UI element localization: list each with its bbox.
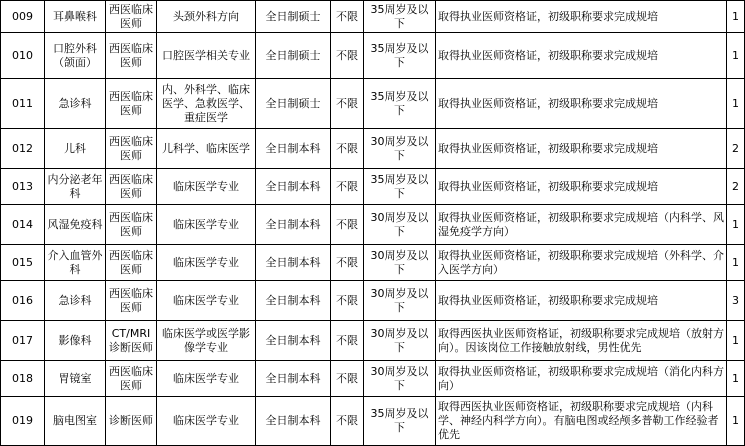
department-cell: 急诊科 bbox=[45, 281, 106, 321]
major-cell: 头颈外科方向 bbox=[157, 1, 256, 33]
position-code-cell: 018 bbox=[1, 361, 45, 397]
post-name-cell: 诊断医师 bbox=[106, 397, 157, 446]
headcount-cell: 2 bbox=[727, 129, 745, 169]
title-cell: 不限 bbox=[331, 79, 364, 129]
title-cell: 不限 bbox=[331, 397, 364, 446]
requirement-cell: 取得执业医师资格证，初级职称要求完成规培 bbox=[436, 169, 727, 205]
major-cell: 临床医学专业 bbox=[157, 169, 256, 205]
major-cell: 临床医学专业 bbox=[157, 245, 256, 281]
table-row bbox=[1, 361, 745, 397]
requirement-cell: 取得西医执业医师资格证，初级职称要求完成规培（放射方向）。因该岗位工作接触放射线，男性优先 bbox=[436, 321, 727, 361]
position-code-cell: 011 bbox=[1, 79, 45, 129]
post-name-cell: 西医临床医师 bbox=[106, 1, 157, 33]
requirement-cell: 取得执业医师资格证，初级职称要求完成规培（外科学、介入医学方向） bbox=[436, 245, 727, 281]
position-code-cell: 017 bbox=[1, 321, 45, 361]
headcount-cell: 1 bbox=[727, 397, 745, 446]
post-name-cell: 西医临床医师 bbox=[106, 79, 157, 129]
position-code-cell: 009 bbox=[1, 1, 45, 33]
department-cell: 耳鼻喉科 bbox=[45, 1, 106, 33]
requirement-cell: 取得执业医师资格证，初级职称要求完成规培 bbox=[436, 1, 727, 33]
requirement-cell: 取得执业医师资格证，初级职称要求完成规培 bbox=[436, 79, 727, 129]
table-row bbox=[1, 1, 745, 33]
age-cell: 35周岁及以下 bbox=[364, 33, 436, 79]
post-name-cell: 西医临床医师 bbox=[106, 245, 157, 281]
position-code-cell: 012 bbox=[1, 129, 45, 169]
table-row bbox=[1, 79, 745, 129]
table-row bbox=[1, 321, 745, 361]
headcount-cell: 3 bbox=[727, 281, 745, 321]
department-cell: 口腔外科（颌面） bbox=[45, 33, 106, 79]
table-row bbox=[1, 169, 745, 205]
post-name-cell: 西医临床医师 bbox=[106, 281, 157, 321]
department-cell: 介入血管外科 bbox=[45, 245, 106, 281]
education-cell: 全日制本科 bbox=[256, 281, 331, 321]
age-cell: 30周岁及以下 bbox=[364, 321, 436, 361]
position-code-cell: 019 bbox=[1, 397, 45, 446]
education-cell: 全日制本科 bbox=[256, 361, 331, 397]
table-row bbox=[1, 397, 745, 446]
table-row bbox=[1, 281, 745, 321]
department-cell: 急诊科 bbox=[45, 79, 106, 129]
title-cell: 不限 bbox=[331, 281, 364, 321]
table-row bbox=[1, 245, 745, 281]
title-cell: 不限 bbox=[331, 169, 364, 205]
requirement-cell: 取得西医执业医师资格证，初级职称要求完成规培（内科学、神经内科学方向）。有脑电图或经颅多普勒工作经验者优先 bbox=[436, 397, 727, 446]
major-cell: 临床医学或医学影像学专业 bbox=[157, 321, 256, 361]
education-cell: 全日制本科 bbox=[256, 245, 331, 281]
major-cell: 儿科学、临床医学 bbox=[157, 129, 256, 169]
age-cell: 30周岁及以下 bbox=[364, 245, 436, 281]
headcount-cell: 1 bbox=[727, 205, 745, 245]
major-cell: 内、外科学、临床医学、急救医学、重症医学 bbox=[157, 79, 256, 129]
age-cell: 35周岁及以下 bbox=[364, 79, 436, 129]
post-name-cell: 西医临床医师 bbox=[106, 169, 157, 205]
title-cell: 不限 bbox=[331, 321, 364, 361]
table-row bbox=[1, 33, 745, 79]
requirement-cell: 取得执业医师资格证，初级职称要求完成规培 bbox=[436, 281, 727, 321]
requirement-cell: 取得执业医师资格证，初级职称要求完成规培（消化内科方向） bbox=[436, 361, 727, 397]
department-cell: 内分泌老年科 bbox=[45, 169, 106, 205]
requirement-cell: 取得执业医师资格证，初级职称要求完成规培 bbox=[436, 129, 727, 169]
headcount-cell: 1 bbox=[727, 1, 745, 33]
title-cell: 不限 bbox=[331, 1, 364, 33]
title-cell: 不限 bbox=[331, 33, 364, 79]
position-code-cell: 016 bbox=[1, 281, 45, 321]
education-cell: 全日制本科 bbox=[256, 397, 331, 446]
title-cell: 不限 bbox=[331, 245, 364, 281]
post-name-cell: 西医临床医师 bbox=[106, 33, 157, 79]
table-body bbox=[1, 1, 745, 446]
headcount-cell: 1 bbox=[727, 33, 745, 79]
table-row bbox=[1, 205, 745, 245]
table-row bbox=[1, 129, 745, 169]
age-cell: 30周岁及以下 bbox=[364, 281, 436, 321]
title-cell: 不限 bbox=[331, 361, 364, 397]
headcount-cell: 2 bbox=[727, 169, 745, 205]
age-cell: 35周岁及以下 bbox=[364, 169, 436, 205]
headcount-cell: 1 bbox=[727, 361, 745, 397]
age-cell: 30周岁及以下 bbox=[364, 129, 436, 169]
education-cell: 全日制本科 bbox=[256, 129, 331, 169]
position-code-cell: 014 bbox=[1, 205, 45, 245]
position-code-cell: 015 bbox=[1, 245, 45, 281]
major-cell: 口腔医学相关专业 bbox=[157, 33, 256, 79]
headcount-cell: 1 bbox=[727, 245, 745, 281]
requirement-cell: 取得执业医师资格证，初级职称要求完成规培 bbox=[436, 33, 727, 79]
post-name-cell: 西医临床医师 bbox=[106, 205, 157, 245]
department-cell: 胃镜室 bbox=[45, 361, 106, 397]
education-cell: 全日制硕士 bbox=[256, 79, 331, 129]
major-cell: 临床医学专业 bbox=[157, 361, 256, 397]
post-name-cell: 西医临床医师 bbox=[106, 129, 157, 169]
major-cell: 临床医学专业 bbox=[157, 205, 256, 245]
headcount-cell: 1 bbox=[727, 79, 745, 129]
department-cell: 脑电图室 bbox=[45, 397, 106, 446]
age-cell: 35周岁及以下 bbox=[364, 1, 436, 33]
age-cell: 30周岁及以下 bbox=[364, 361, 436, 397]
headcount-cell: 1 bbox=[727, 321, 745, 361]
age-cell: 35周岁及以下 bbox=[364, 397, 436, 446]
position-code-cell: 013 bbox=[1, 169, 45, 205]
department-cell: 风湿免疫科 bbox=[45, 205, 106, 245]
major-cell: 临床医学专业 bbox=[157, 281, 256, 321]
title-cell: 不限 bbox=[331, 129, 364, 169]
education-cell: 全日制本科 bbox=[256, 321, 331, 361]
post-name-cell: 西医临床医师 bbox=[106, 361, 157, 397]
department-cell: 儿科 bbox=[45, 129, 106, 169]
age-cell: 30周岁及以下 bbox=[364, 205, 436, 245]
education-cell: 全日制本科 bbox=[256, 205, 331, 245]
education-cell: 全日制硕士 bbox=[256, 1, 331, 33]
title-cell: 不限 bbox=[331, 205, 364, 245]
post-name-cell: CT/MRI诊断医师 bbox=[106, 321, 157, 361]
major-cell: 临床医学专业 bbox=[157, 397, 256, 446]
education-cell: 全日制硕士 bbox=[256, 33, 331, 79]
requirement-cell: 取得执业医师资格证，初级职称要求完成规培（内科学、风湿免疫学方向） bbox=[436, 205, 727, 245]
position-code-cell: 010 bbox=[1, 33, 45, 79]
department-cell: 影像科 bbox=[45, 321, 106, 361]
education-cell: 全日制本科 bbox=[256, 169, 331, 205]
